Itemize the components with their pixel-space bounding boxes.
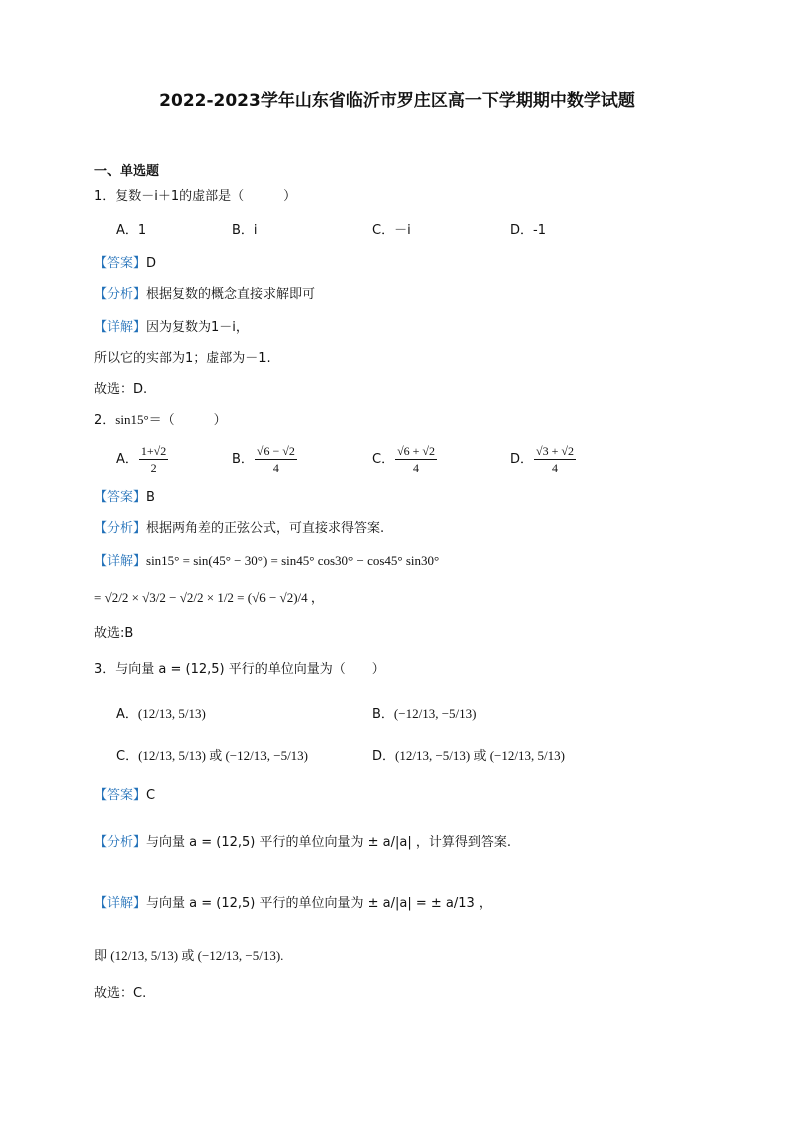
q3-option-b-value: (−12/13, −5/13) — [393, 706, 477, 721]
q2-choose: 故选:B — [94, 626, 134, 641]
q3-answer-tag: 【答案】 — [94, 788, 147, 803]
page-title: 2022-2023学年山东省临沂市罗庄区高一下学期期中数学试题 — [159, 91, 635, 111]
q1-detail-tag: 【详解】 — [94, 320, 147, 335]
q1-option-d: D．-1 — [510, 223, 546, 238]
q2-detail-tag: 【详解】 — [94, 554, 147, 569]
question-2-stem — [94, 410, 227, 431]
q2-option-c-frac — [395, 443, 437, 476]
q3-option-d-value: (12/13, −5/13) 或 (−12/13, 5/13) — [395, 748, 565, 763]
q3-option-a-value: (12/13, 5/13) — [137, 706, 206, 721]
q1-option-c: C．－i — [372, 223, 411, 238]
question-3-stem: 3．与向量 a = (12,5) 平行的单位向量为（ ） — [94, 662, 385, 677]
q2-b-den: 4 — [272, 461, 279, 475]
q1-option-b: B．i — [232, 223, 258, 238]
q1-answer-tag: 【答案】 — [94, 256, 147, 271]
q2-d-den: 4 — [551, 461, 558, 475]
q2-detail-line — [94, 551, 439, 572]
q3-analysis: 与向量 a = (12,5) 平行的单位向量为 ± a/|a| ，计算得到答案. — [146, 835, 511, 850]
q1-choose: 故选：D. — [94, 382, 148, 397]
q2-b-num: √6 − √2 — [256, 444, 295, 458]
q3-option-c — [116, 746, 308, 767]
q3-option-c-label: C． — [116, 749, 139, 764]
q2-analysis-line — [94, 519, 384, 539]
q3-option-c-value: (12/13, 5/13) 或 (−12/13, −5/13) — [138, 748, 309, 763]
q1-detail: 因为复数为1－i， — [146, 320, 249, 335]
q1-answer-line — [94, 254, 156, 274]
q3-answer-line — [94, 786, 155, 806]
q2-detail: sin15° = sin(45° − 30°) = sin45° cos30° − cos45° sin30° — [146, 553, 440, 568]
q3-option-d — [372, 746, 565, 767]
q2-expansion: = √2/2 × √3/2 − √2/2 × 1/2 = (√6 − √2)/4 ， — [94, 590, 324, 605]
q2-stem-math: sin15°＝（ ） — [115, 412, 227, 427]
q2-answer-line — [94, 488, 155, 508]
q1-analysis-line — [94, 285, 315, 305]
q3-analysis-tag: 【分析】 — [94, 835, 147, 850]
q2-answer-tag: 【答案】 — [94, 490, 147, 505]
section-heading: 一、单选题 — [94, 164, 160, 179]
q3-option-b-label: B． — [372, 707, 394, 722]
q1-detail-line — [94, 318, 249, 338]
q2-a-den: 2 — [150, 461, 157, 475]
q2-option-a-frac — [139, 443, 168, 476]
q2-option-b-label: B． — [232, 452, 254, 467]
q1-answer: D — [146, 256, 157, 271]
q2-c-num: √6 + √2 — [397, 444, 436, 458]
q2-answer: B — [146, 490, 155, 505]
q1-detail-line-2: 所以它的实部为1；虚部为－1. — [94, 351, 271, 366]
q3-option-b — [372, 704, 476, 725]
q2-option-b-frac — [255, 443, 297, 476]
q2-a-num: 1+√2 — [140, 444, 167, 458]
q3-option-a — [116, 704, 206, 725]
q3-choose: 故选：C. — [94, 986, 147, 1001]
q2-option-d-label: D． — [510, 452, 534, 467]
q1-analysis: 根据复数的概念直接求解即可 — [146, 287, 316, 302]
q3-option-a-label: A． — [116, 707, 138, 722]
q1-analysis-tag: 【分析】 — [94, 287, 147, 302]
question-1-stem: 1．复数－i＋1的虚部是（ ） — [94, 189, 297, 204]
q3-analysis-line — [94, 833, 511, 853]
q3-option-d-label: D． — [372, 749, 396, 764]
q1-option-a: A．1 — [116, 223, 147, 238]
q2-option-c — [372, 443, 438, 476]
q2-option-d — [510, 443, 577, 476]
q3-detail-line — [94, 894, 492, 914]
q2-analysis-tag: 【分析】 — [94, 521, 147, 536]
q2-analysis: 根据两角差的正弦公式，可直接求得答案. — [146, 521, 385, 536]
q3-answer: C — [146, 788, 156, 803]
q2-stem-prefix: 2． — [94, 413, 116, 428]
q2-option-d-frac — [534, 443, 576, 476]
q2-option-b — [232, 443, 298, 476]
q2-option-a-label: A． — [116, 452, 138, 467]
q2-option-a — [116, 443, 169, 476]
q2-option-c-label: C． — [372, 452, 395, 467]
q2-d-num: √3 + √2 — [536, 444, 574, 458]
q3-detail-line-2: 即 (12/13, 5/13) 或 (−12/13, −5/13). — [94, 948, 284, 963]
q3-detail: 与向量 a = (12,5) 平行的单位向量为 ± a/|a| = ± a/13 ， — [146, 896, 492, 911]
q3-detail-tag: 【详解】 — [94, 896, 147, 911]
q2-c-den: 4 — [413, 461, 420, 475]
